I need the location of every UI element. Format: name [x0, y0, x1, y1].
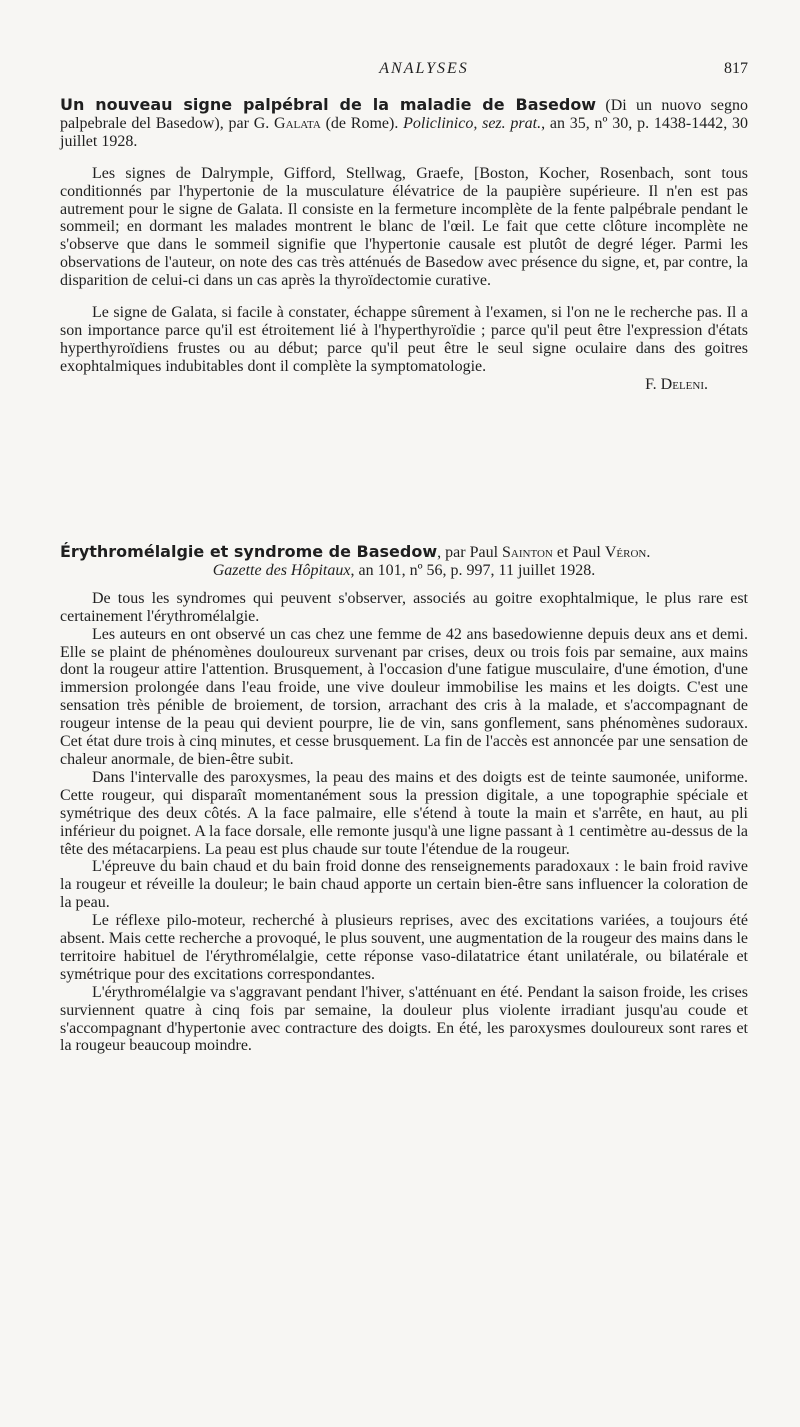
article-heading [60, 543, 748, 562]
signature: F. Deleni. [645, 375, 708, 393]
author: G. Galata [253, 114, 321, 132]
article-heading [60, 96, 748, 151]
paragraph: Les auteurs en ont observé un cas chez une femme de 42 ans basedowienne depuis deux ans et demi. Elle se plaint de phénomènes douloureux survenant par crises, deux ou trois fois par semaine, aux mains dont la rougeur attire l'attention. Brusquement, à l'occasion d'une fatigue musculaire, d'une émotion, d'une immersion prolongée dans l'eau froide, une vive douleur immobilise les mains et les doigts. C'est une sensation très pénible de broiement, de torsion, arrachant des cris à la malade, et s'accompagnant de rougeur intense de la peau qui devient pourpre, lie de vin, sans gonflement, sans phénomènes sudoraux. Cet état dure trois à cinq minutes, et cesse brusquement. La fin de l'accès est annoncée par une sensation de chaleur anormale, de bien-être subit. [60, 625, 748, 768]
journal: Gazette des Hôpitaux [212, 561, 351, 579]
paragraph: L'épreuve du bain chaud et du bain froid donne des renseignements paradoxaux : le bain froid ravive la rougeur et réveille la douleur; le bain chaud apporte un certain bien-être sans influencer la coloration de la peau. [60, 858, 748, 912]
article-sainton-veron [60, 543, 748, 1055]
citation-line [60, 562, 748, 580]
byline-mid: et Paul [552, 544, 605, 561]
author: Sainton [502, 544, 553, 561]
page-number: 817 [724, 60, 748, 77]
citation-end: , an 101, nº 56, p. 997, 11 juillet 1928. [350, 561, 596, 579]
paragraph: De tous les syndromes qui peuvent s'observer, associés au goitre exophtalmique, le plus rare est certainement l'érythromélalgie. [60, 589, 748, 625]
affiliation: (de Rome). [320, 114, 404, 132]
section-title: ANALYSES [379, 60, 469, 77]
article-title: Érythromélalgie et syndrome de Basedow [60, 542, 438, 561]
journal: Policlinico, sez. prat. [403, 114, 542, 132]
paragraph: Les signes de Dalrymple, Gifford, Stellwag, Graefe, [Boston, Kocher, Rosenbach, sont tous conditionnés par l'hypertonie de la musculature élévatrice de la paupière supérieure. Il n'en est pas autrement pour le signe de Galata. Il consiste en la fermeture incomplète de la fente palpébrale pendant le sommeil; en dormant les malades montrent le blanc de l'œil. Le fait que cette clôture incomplète ne s'observe que dans le sommeil signifie que l'hypertonie causale est plutôt de degré léger. Parmi les observations de l'auteur, on note des cas très atténués de Basedow avec présence du signe, et, par contre, la disparition de celui-ci dans un cas après la thyroïdectomie curative. [60, 164, 748, 290]
author: Véron. [604, 544, 651, 561]
running-header [100, 60, 748, 84]
citation-start: (Di un nuovo segno palpebrale del Basedow), par [60, 97, 749, 132]
article-galata [60, 96, 748, 394]
article-title: Un nouveau signe palpébral de la maladie de Basedow [60, 95, 597, 114]
byline-start: , par Paul [437, 544, 503, 561]
paragraph: Le réflexe pilo-moteur, recherché à plusieurs reprises, avec des excitations variées, a toujours été absent. Mais cette recherche a provoqué, le plus souvent, une augmentation de la rougeur des mains dans le territoire habituel de l'érythromélalgie, cette réponse vaso-dilatatrice étant unilatérale, ou bilatérale et symétrique pour des excitations correspondantes. [60, 912, 748, 983]
paragraph: Dans l'intervalle des paroxysmes, la peau des mains et des doigts est de teinte saumonée, uniforme. Cette rougeur, qui disparaît momentanément sous la pression digitale, a une topographie spéciale et symétrique des deux côtés. A la face palmaire, elle s'étend à toute la main et s'arrête, en haut, au pli inférieur du poignet. A la face dorsale, elle remonte jusqu'à une ligne passant à 1 centimètre au-dessus de la tête des métacarpiens. La peau est plus chaude sur toute l'étendue de la rougeur. [60, 768, 748, 858]
paragraph: Le signe de Galata, si facile à constater, échappe sûrement à l'examen, si l'on ne le recherche pas. Il a son importance parce qu'il est étroitement lié à l'hyperthyroïdie ; parce qu'il peut être l'expression d'états hyperthyroïdiens frustes ou au début; parce qu'il peut être le seul signe oculaire dans des goitres exophtalmiques indubitables dont il complète la symptomatologie. [60, 304, 748, 375]
paragraph: L'érythromélalgie va s'aggravant pendant l'hiver, s'atténuant en été. Pendant la saison froide, les crises surviennent quatre à cinq fois par semaine, la douleur plus violente irradiant jusqu'au coude et s'accompagnant d'hypertonie avec contracture des doigts. En été, les paroxysmes douloureux sont rares et la rougeur beaucoup moindre. [60, 983, 748, 1055]
citation-end: , an 35, nº 30, p. 1438-1442, 30 juillet 1928. [60, 114, 748, 150]
